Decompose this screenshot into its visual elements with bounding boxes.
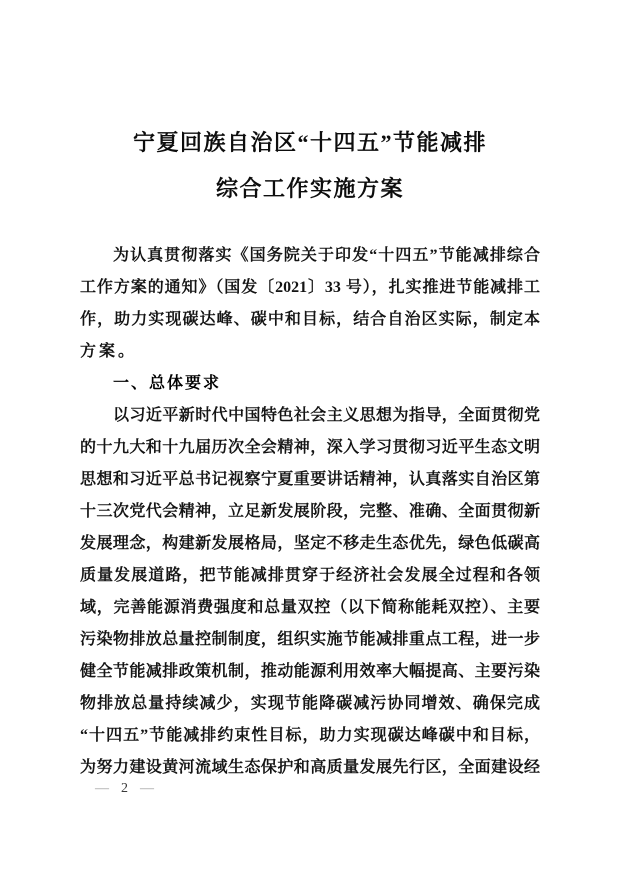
body-line: 思想和习近平总书记视察宁夏重要讲话精神，认真落实自治区第 xyxy=(80,471,540,488)
page-footer xyxy=(95,779,154,799)
body-line: 方案。 xyxy=(80,343,138,360)
body-line: 为认真贯彻落实《国务院关于印发“十四五”节能减排综合 xyxy=(113,247,540,264)
body-line: 物排放总量持续减少，实现节能降碳减污协同增效、确保完成 xyxy=(80,695,540,712)
body-line: 质量发展道路，把节能减排贯穿于经济社会发展全过程和各领 xyxy=(80,567,540,584)
footer-right-dash: — xyxy=(140,781,154,796)
title-line-2: 综合工作实施方案 xyxy=(215,176,404,201)
body-line: 为努力建设黄河流域生态保护和高质量发展先行区，全面建设经 xyxy=(80,759,540,776)
body-line: 健全节能减排政策机制，推动能源利用效率大幅提高、主要污染 xyxy=(80,663,540,680)
body-line: 污染物排放总量控制制度，组织实施节能减排重点工程，进一步 xyxy=(80,631,540,648)
title-line-1: 宁夏回族自治区“十四五”节能减排 xyxy=(132,130,487,155)
body-line: “十四五”节能减排约束性目标，助力实现碳达峰碳中和目标， xyxy=(80,727,540,744)
body-line: 工作方案的通知》（国发〔2021〕33 号），扎实推进节能减排工 xyxy=(80,279,540,296)
document-body xyxy=(80,240,540,784)
body-line: 以习近平新时代中国特色社会主义思想为指导，全面贯彻党 xyxy=(113,407,540,424)
body-line: 的十九大和十九届历次全会精神，深入学习贯彻习近平生态文明 xyxy=(80,439,540,456)
footer-left-dash: — xyxy=(95,781,109,796)
section-heading: 一、总体要求 xyxy=(113,375,222,392)
body-line: 域，完善能源消费强度和总量双控（以下简称能耗双控）、主要 xyxy=(80,599,540,616)
body-line: 十三次党代会精神，立足新发展阶段，完整、准确、全面贯彻新 xyxy=(80,503,540,520)
body-line: 作，助力实现碳达峰、碳中和目标，结合自治区实际，制定本 xyxy=(80,311,540,328)
document-title xyxy=(0,128,620,204)
page-number: 2 xyxy=(121,781,128,796)
body-line: 发展理念，构建新发展格局，坚定不移走生态优先，绿色低碳高 xyxy=(80,535,540,552)
